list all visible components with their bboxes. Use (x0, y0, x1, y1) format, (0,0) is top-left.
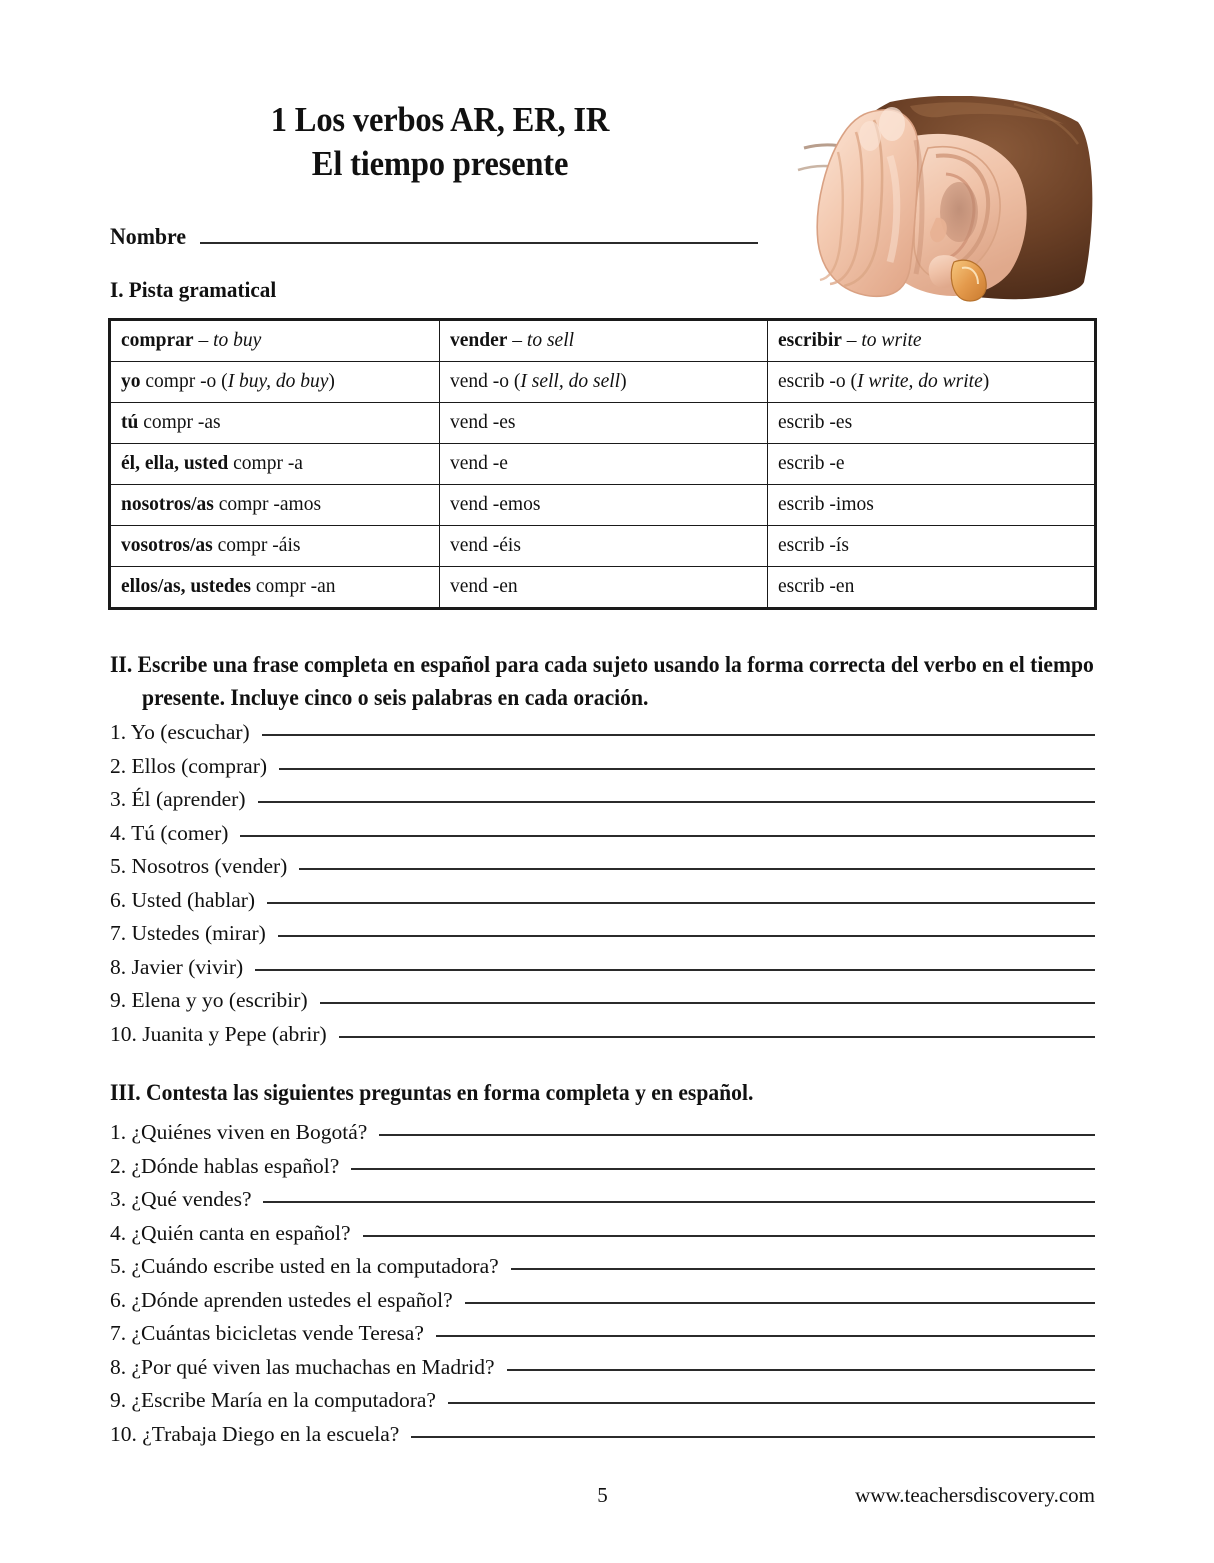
exercise-three-list (110, 1118, 1095, 1453)
ar-form: compr -a (228, 453, 303, 474)
list-item (110, 718, 1095, 752)
answer-line[interactable] (507, 1353, 1096, 1371)
er-form: vend -en (450, 576, 518, 597)
exercise-prompt: 3. Él (aprender) (110, 787, 246, 811)
ar-form: compr -an (251, 576, 336, 597)
answer-line[interactable] (267, 886, 1095, 904)
er-form: vend -es (450, 412, 516, 433)
ear-listening-photo (778, 96, 1096, 304)
table-row (110, 362, 1096, 403)
table-cell-comprar-header (110, 320, 440, 362)
table-cell-ar (110, 444, 440, 485)
answer-line[interactable] (320, 986, 1095, 1004)
meaning-vender: to sell (526, 330, 575, 351)
list-item (110, 986, 1095, 1020)
list-item (110, 1252, 1095, 1286)
table-row-header (110, 320, 1096, 362)
table-cell-ir (768, 485, 1096, 526)
title-line-1: 1 Los verbos AR, ER, IR (270, 100, 610, 139)
ear-listening-illustration (778, 96, 1096, 304)
table-row (110, 485, 1096, 526)
er-gloss: I sell, do sell (520, 371, 621, 392)
exercise-prompt: 4. Tú (comer) (110, 820, 229, 845)
exercise-prompt: 5. ¿Cuándo escribe usted en la computadora? (110, 1254, 499, 1278)
list-item (110, 1219, 1095, 1253)
ar-close: ) (328, 371, 335, 392)
ir-form: escrib -en (778, 576, 855, 597)
table-row (110, 444, 1096, 485)
list-item (110, 785, 1095, 819)
meaning-escribir: to write (861, 330, 922, 351)
answer-line[interactable] (262, 718, 1095, 736)
ir-gloss: I write, do write (857, 371, 983, 392)
page-footer (110, 1482, 1095, 1512)
list-item (110, 1353, 1095, 1387)
list-item (110, 819, 1095, 853)
answer-line[interactable] (363, 1219, 1095, 1237)
er-form: vend -emos (450, 494, 541, 515)
exercise-prompt: 2. ¿Dónde hablas español? (110, 1153, 340, 1178)
verb-comprar: comprar (121, 330, 194, 351)
table-cell-ir (768, 403, 1096, 444)
exercise-prompt: 1. Yo (escuchar) (110, 720, 250, 744)
answer-line[interactable] (263, 1185, 1095, 1203)
section-two-heading: II. Escribe una frase completa en español para cada sujeto usando la forma correcta del verbo en el tiempo presente. Incluye cinco o seis palabras en cada oración. (110, 652, 1094, 710)
dash-2: – (841, 330, 862, 351)
answer-line[interactable] (448, 1386, 1095, 1404)
exercise-two-list (110, 718, 1095, 1053)
verb-escribir: escribir (778, 330, 842, 351)
section-one-heading: I. Pista gramatical (110, 277, 277, 302)
exercise-prompt: 7. Ustedes (mirar) (110, 921, 266, 945)
list-item (110, 1386, 1095, 1420)
table-cell-ir (768, 526, 1096, 567)
table-cell-er (440, 567, 768, 609)
table-cell-ar (110, 362, 440, 403)
ir-form: escrib -e (778, 453, 845, 474)
ar-gloss: I buy, do buy (227, 371, 329, 392)
exercise-prompt: 8. Javier (vivir) (110, 954, 244, 979)
list-item (110, 886, 1095, 920)
list-item (110, 1152, 1095, 1186)
exercise-prompt: 4. ¿Quién canta en español? (110, 1220, 351, 1245)
table-cell-ar (110, 526, 440, 567)
exercise-prompt: 9. Elena y yo (escribir) (110, 988, 308, 1012)
table-cell-er (440, 362, 768, 403)
table-cell-er (440, 403, 768, 444)
list-item (110, 1319, 1095, 1353)
exercise-prompt: 6. Usted (hablar) (110, 887, 256, 912)
ar-form: compr -áis (212, 535, 301, 556)
ir-form: escrib -o ( (778, 371, 858, 392)
list-item (110, 1185, 1095, 1219)
answer-line[interactable] (436, 1319, 1095, 1337)
name-field-row (110, 222, 758, 251)
verb-vender: vender (450, 330, 508, 351)
list-item (110, 1420, 1095, 1454)
name-field-label: Nombre (110, 224, 187, 249)
ar-form: compr -as (138, 412, 221, 433)
er-close: ) (620, 371, 627, 392)
answer-line[interactable] (240, 819, 1095, 837)
table-row (110, 567, 1096, 609)
list-item (110, 1020, 1095, 1054)
pronoun: él, ella, usted (121, 453, 229, 474)
pronoun: ellos/as, ustedes (121, 576, 252, 597)
list-item (110, 1118, 1095, 1152)
list-item (110, 1286, 1095, 1320)
table-cell-er (440, 485, 768, 526)
section-three-heading: III. Contesta las siguientes preguntas en forma completa y en español. (110, 1080, 754, 1105)
answer-line[interactable] (279, 752, 1095, 770)
answer-line[interactable] (299, 852, 1095, 870)
list-item (110, 852, 1095, 886)
ir-form: escrib -ís (778, 535, 849, 556)
meaning-comprar: to buy (213, 330, 262, 351)
answer-line[interactable] (351, 1152, 1095, 1170)
pronoun: tú (121, 412, 139, 433)
er-form: vend -éis (450, 535, 521, 556)
table-row (110, 526, 1096, 567)
table-cell-ar (110, 403, 440, 444)
answer-line[interactable] (258, 785, 1096, 803)
table-cell-ar (110, 485, 440, 526)
table-cell-vender-header (440, 320, 768, 362)
ir-close: ) (982, 371, 990, 392)
list-item (110, 953, 1095, 987)
table-cell-ir (768, 362, 1096, 403)
pronoun: nosotros/as (121, 494, 214, 515)
list-item (110, 752, 1095, 786)
dash-1: – (507, 330, 527, 351)
ir-form: escrib -imos (778, 494, 874, 515)
answer-line[interactable] (255, 953, 1095, 971)
answer-line[interactable] (278, 919, 1095, 937)
pronoun: vosotros/as (121, 535, 213, 556)
page-number: 5 (597, 1483, 608, 1507)
exercise-prompt: 10. Juanita y Pepe (abrir) (110, 1021, 327, 1046)
table-cell-er (440, 526, 768, 567)
table-cell-er (440, 444, 768, 485)
er-form: vend -o ( (450, 371, 521, 392)
exercise-prompt: 8. ¿Por qué viven las muchachas en Madrid? (110, 1354, 495, 1379)
publisher-url: www.teachersdiscovery.com (855, 1483, 1095, 1507)
list-item (110, 919, 1095, 953)
table-cell-escribir-header (768, 320, 1096, 362)
exercise-prompt: 3. ¿Qué vendes? (110, 1187, 252, 1211)
er-form: vend -e (450, 453, 508, 474)
answer-line[interactable] (411, 1420, 1095, 1438)
title-line-2: El tiempo presente (311, 144, 569, 183)
table-cell-ar (110, 567, 440, 609)
ir-form: escrib -es (778, 412, 853, 433)
answer-line[interactable] (511, 1252, 1095, 1270)
exercise-prompt: 5. Nosotros (vender) (110, 854, 288, 878)
exercise-prompt: 7. ¿Cuántas bicicletas vende Teresa? (110, 1321, 424, 1345)
exercise-prompt: 6. ¿Dónde aprenden ustedes el español? (110, 1287, 453, 1312)
table-cell-ir (768, 567, 1096, 609)
answer-line[interactable] (339, 1020, 1095, 1038)
ar-form: compr -amos (213, 494, 322, 515)
page-title (110, 98, 770, 186)
pronoun: yo (121, 371, 141, 392)
table-cell-ir (768, 444, 1096, 485)
dash-0: – (193, 330, 214, 351)
table-row (110, 403, 1096, 444)
page-header (0, 0, 1214, 300)
exercise-prompt: 10. ¿Trabaja Diego en la escuela? (110, 1421, 400, 1446)
conjugation-table (108, 318, 1097, 610)
answer-line[interactable] (379, 1118, 1095, 1136)
exercise-prompt: 9. ¿Escribe María en la computadora? (110, 1388, 436, 1412)
exercise-prompt: 2. Ellos (comprar) (110, 753, 268, 778)
ar-form: compr -o ( (140, 371, 228, 392)
name-input[interactable] (200, 222, 758, 244)
exercise-prompt: 1. ¿Quiénes viven en Bogotá? (110, 1120, 368, 1144)
answer-line[interactable] (465, 1286, 1095, 1304)
